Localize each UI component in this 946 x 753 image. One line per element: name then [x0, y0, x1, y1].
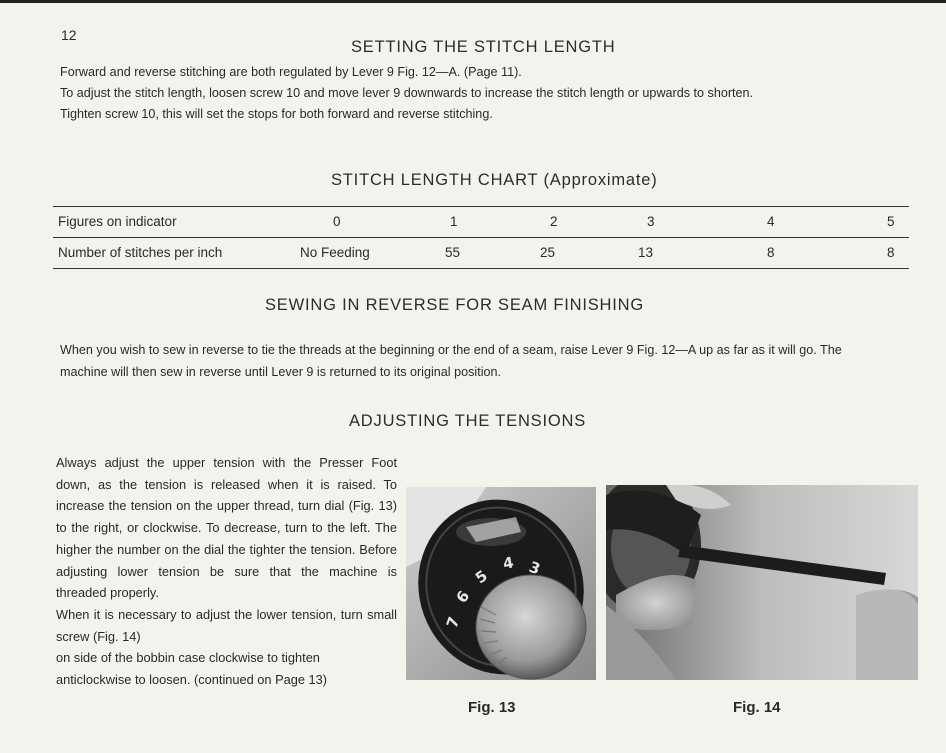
heading-setting-stitch-length: SETTING THE STITCH LENGTH [351, 38, 616, 56]
instruction-line-2: To adjust the stitch length, loosen screw 10 and move lever 9 downwards to increase the stitch length or upwards to shorten. [60, 86, 754, 100]
table-cell: 55 [445, 245, 461, 260]
dial-number: 5 [471, 566, 491, 588]
heading-stitch-length-chart: STITCH LENGTH CHART (Approximate) [331, 171, 658, 189]
tension-paragraph-1: Always adjust the upper tension with the Presser Foot down, as the tension is released when it is raised. To increase the tension on the upper thread, turn dial (Fig. 13) to the right, or clockwise. To decrease, turn to the left. The higher the number on the dial the tighter the tension. Before adjusting lower tension be sure that the machine is threaded properly. [56, 455, 397, 601]
dial-number: 4 [501, 553, 515, 573]
instruction-line-1: Forward and reverse stitching are both regulated by Lever 9 Fig. 12—A. (Page 11). [60, 65, 522, 79]
reverse-sewing-text: When you wish to sew in reverse to tie the threads at the beginning or the end of a seam, raise Lever 9 Fig. 12—A up as far as it will go. The machine will then sew in reverse until Lever 9 is returned to its original position. [60, 343, 842, 379]
table-cell: 0 [333, 214, 341, 229]
heading-sewing-in-reverse: SEWING IN REVERSE FOR SEAM FINISHING [265, 296, 645, 314]
table-row-indicator [53, 207, 909, 237]
dial-number: 6 [452, 587, 474, 607]
table-cell: 8 [767, 245, 775, 260]
table-row-stitches [53, 237, 909, 268]
tension-paragraph-2: When it is necessary to adjust the lower tension, turn small screw (Fig. 14) [56, 606, 397, 644]
table-cell: 1 [450, 214, 458, 229]
stitch-length-instructions [60, 62, 910, 125]
tension-paragraph-3: on side of the bobbin case clockwise to tighten anticlockwise to loosen. (continued on Page 13) [56, 650, 328, 688]
table-cell: 25 [540, 245, 556, 260]
fig-13-tension-dial-photo [406, 487, 596, 680]
table-cell: 3 [647, 214, 655, 229]
stitch-length-table [53, 206, 909, 269]
fig-14-caption: Fig. 14 [733, 699, 781, 716]
page-number: 12 [61, 27, 77, 43]
top-border [0, 0, 946, 3]
table-cell: 8 [887, 245, 895, 260]
table-cell: 13 [638, 245, 654, 260]
row-label: Figures on indicator [58, 214, 177, 229]
table-cell: No Feeding [300, 245, 370, 260]
fig-13-caption: Fig. 13 [468, 699, 516, 716]
instruction-line-3: Tighten screw 10, this will set the stops for both forward and reverse stitching. [60, 107, 493, 121]
dial-number: 7 [442, 614, 464, 631]
heading-adjusting-tensions: ADJUSTING THE TENSIONS [349, 412, 587, 430]
tension-instructions [56, 452, 397, 691]
table-cell: 5 [887, 214, 895, 229]
fig-14-bobbin-case-photo [606, 485, 918, 680]
table-cell: 4 [767, 214, 775, 229]
table-cell: 2 [550, 214, 558, 229]
row-label: Number of stitches per inch [58, 245, 223, 260]
dial-number: 3 [526, 557, 543, 579]
